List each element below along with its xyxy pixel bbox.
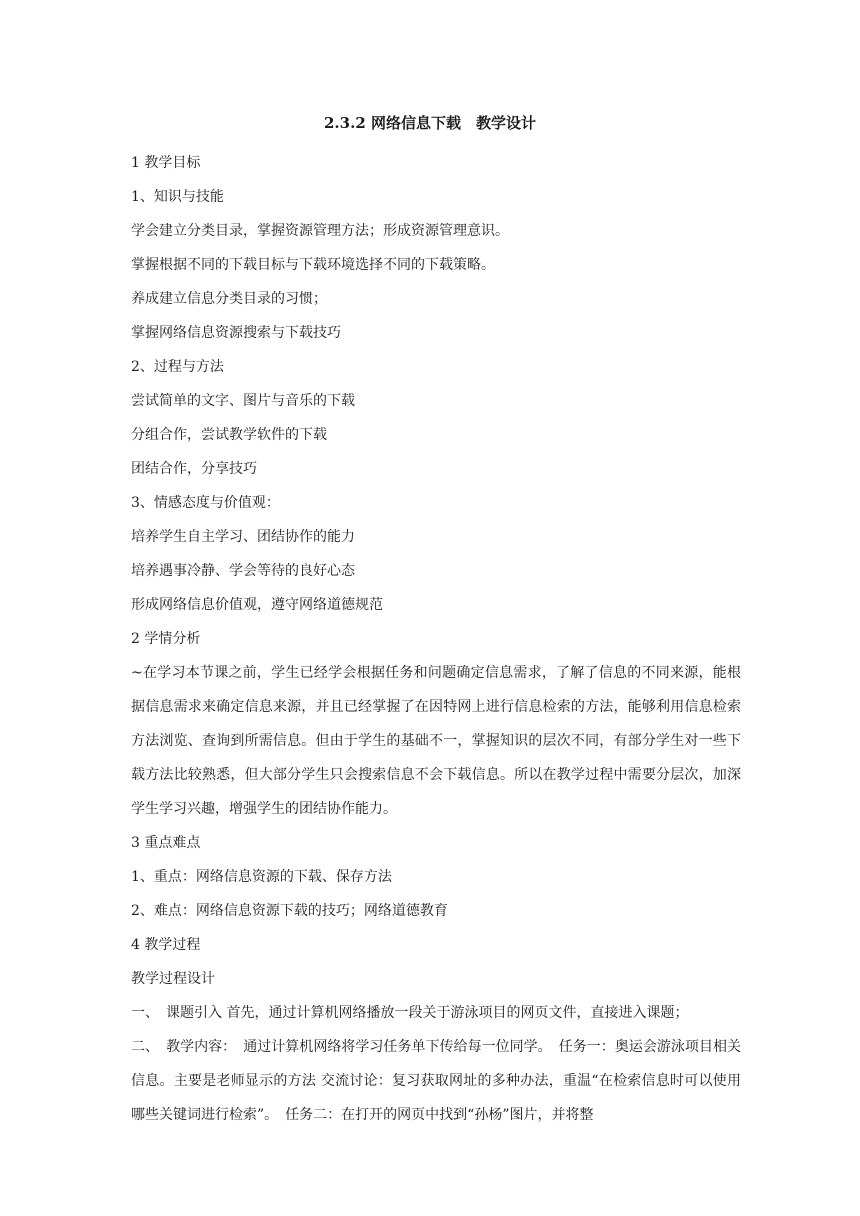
document-body xyxy=(131,146,741,1132)
list-item: 养成建立信息分类目录的习惯； xyxy=(131,291,327,307)
list-item: 2、难点：网络信息资源下载的技巧；网络道德教育 xyxy=(131,903,448,919)
list-item: 团结合作，分享技巧 xyxy=(131,461,257,477)
process-paragraph-content: 二、 教学内容： 通过计算机网络将学习任务单下传给每一位同学。 任务一：奥运会游泳项目相关信息。主要是老师显示的方法 交流讨论：复习获取网址的多种办法，重温“在检索信息时可以使用哪些关键词进行检索”。 任务二：在打开的网页中找到“孙杨”图片，并将整 xyxy=(131,1039,741,1123)
list-item: 掌握网络信息资源搜索与下载技巧 xyxy=(131,325,341,341)
subheading-process-methods: 2、过程与方法 xyxy=(131,359,224,375)
subheading-process-design: 教学过程设计 xyxy=(131,971,215,987)
subheading-attitudes-values: 3、情感态度与价值观： xyxy=(131,495,280,511)
student-analysis-paragraph: ~在学习本节课之前，学生已经学会根据任务和问题确定信息需求，了解了信息的不同来源，能根据信息需求来确定信息来源，并且已经掌握了在因特网上进行信息检索的方法，能够利用信息检索方法浏览、查询到所需信息。但由于学生的基础不一，掌握知识的层次不同，有部分学生对一些下载方法比较熟悉，但大部分学生只会搜索信息不会下载信息。所以在教学过程中需要分层次，加深学生学习兴趣，增强学生的团结协作能力。 xyxy=(131,665,741,817)
list-item: 学会建立分类目录，掌握资源管理方法；形成资源管理意识。 xyxy=(131,223,509,239)
document-title: 2.3.2 网络信息下载 教学设计 xyxy=(324,114,536,132)
subheading-knowledge-skills: 1、知识与技能 xyxy=(131,189,224,205)
list-item: 掌握根据不同的下载目标与下载环境选择不同的下载策略。 xyxy=(131,257,495,273)
list-item: 尝试简单的文字、图片与音乐的下载 xyxy=(131,393,355,409)
section-heading-key-points: 3 重点难点 xyxy=(131,835,201,851)
list-item: 1、重点：网络信息资源的下载、保存方法 xyxy=(131,869,392,885)
process-paragraph-intro: 一、 课题引入 首先，通过计算机网络播放一段关于游泳项目的网页文件，直接进入课题； xyxy=(131,1005,689,1021)
list-item: 培养学生自主学习、团结协作的能力 xyxy=(131,529,355,545)
list-item: 培养遇事冷静、学会等待的良好心态 xyxy=(131,563,355,579)
section-heading-student-analysis: 2 学情分析 xyxy=(131,631,201,647)
section-heading-teaching-process: 4 教学过程 xyxy=(131,937,201,953)
section-heading-objectives: 1 教学目标 xyxy=(131,155,201,171)
list-item: 分组合作，尝试教学软件的下载 xyxy=(131,427,327,443)
list-item: 形成网络信息价值观，遵守网络道德规范 xyxy=(131,597,383,613)
